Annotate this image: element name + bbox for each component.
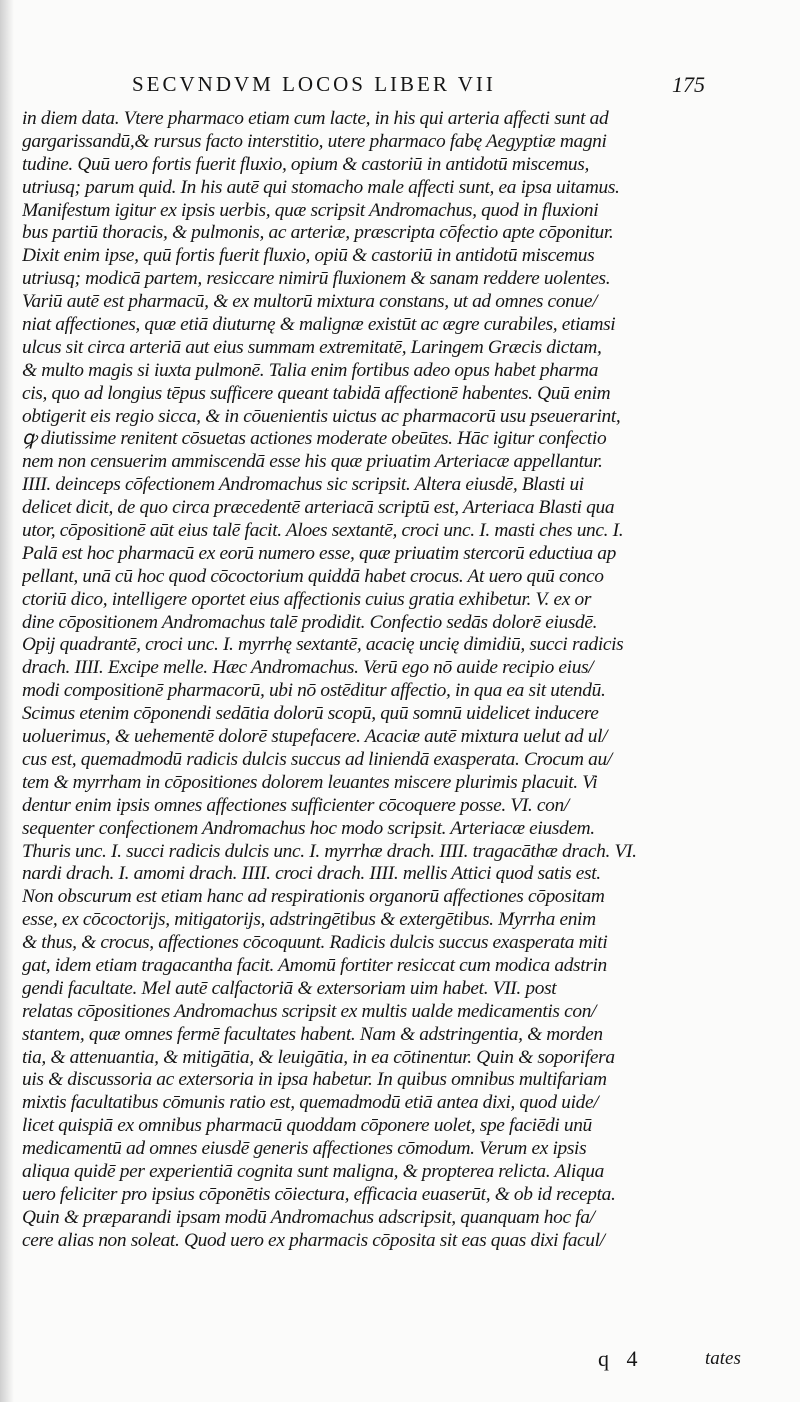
text-line: Scimus etenim cōponendi sedātia dolorū scopū, quū somnū uidelicet inducere: [22, 703, 599, 725]
text-line: sequenter confectionem Andromachus hoc modo scripsit. Arteriacæ eiusdem.: [22, 817, 595, 839]
text-line: uoluerimus, & uehementē dolorē stupefacere. Acaciæ autē mixtura uelut ad ul/: [22, 726, 608, 748]
text-line: modi compositionē pharmacorū, ubi nō ostēditur affectio, in qua ea sit utendū.: [22, 680, 606, 702]
text-line: medicamentū ad omnes eiusdē generis affectiones cōmodum. Verum ex ipsis: [22, 1138, 587, 1160]
text-line: dine cōpositionem Andromachus talē prodidit. Confectio sedās dolorē eiusdē.: [22, 611, 598, 633]
text-line: mixtis facultatibus cōmunis ratio est, quemadmodū etiā antea dixi, quod uide/: [22, 1092, 599, 1114]
text-line: Variū autē est pharmacū, & ex multorū mixtura constans, ut ad omnes conue/: [22, 291, 598, 313]
text-line: licet quispiā ex omnibus pharmacū quoddam cōponere uolet, spe faciēdi unū: [22, 1115, 592, 1137]
text-line: nem non censuerim ammiscendā esse his quæ priuatim Arteriacæ appellantur.: [22, 451, 603, 473]
body-text: [22, 108, 770, 1253]
text-line: utriusq; modicā partem, resiccare nimirū fluxionem & sanam reddere uolentes.: [22, 268, 611, 290]
text-line: drach. IIII. Excipe melle. Hæc Andromachus. Verū ego nō auide recipio eius/: [22, 657, 594, 679]
text-line: niat affectiones, quæ etiā diuturnę & malignæ existūt ac ægre curabiles, etiamsi: [22, 314, 616, 336]
text-line: IIII. deinceps cōfectionem Andromachus sic scripsit. Altera eiusdē, Blasti ui: [22, 474, 584, 496]
text-line: Quin & præparandi ipsam modū Andromachus adscripsit, quanquam hoc fa/: [22, 1206, 595, 1228]
text-line: obtigerit eis regio sicca, & in cōuenientis uictus ac pharmacorū usu pseuerarint,: [22, 405, 621, 427]
running-head: SECVNDVM LOCOS LIBER VII: [132, 72, 496, 96]
text-line: & thus, & crocus, affectiones cōcoquunt. Radicis dulcis succus exasperata miti: [22, 932, 608, 954]
text-line: dentur enim ipsis omnes affectiones sufficienter cōcoquere posse. VI. con/: [22, 794, 569, 816]
text-line: in diem data. Vtere pharmaco etiam cum lacte, in his qui arteria affecti sunt ad: [22, 108, 609, 129]
text-line: Palā est hoc pharmacū ex eorū numero esse, quæ priuatim stercorū eductiua ap: [22, 542, 616, 564]
text-line: utriusq; parum quid. In his autē qui stomacho male affecti sunt, ea ipsa uitamus.: [22, 176, 620, 198]
page-number: 175: [672, 72, 705, 97]
text-line: gat, idem etiam tragacantha facit. Amomū fortiter resiccat cum modica adstrin: [22, 954, 607, 976]
text-line: uero feliciter pro ipsius cōponētis cōiectura, efficacia euaserūt, & ob id recepta.: [22, 1183, 616, 1205]
text-line: gendi facultate. Mel autē calfactoriā & extersoriam uim habet. VII. post: [22, 977, 557, 999]
text-line: tem & myrrham in cōpositiones dolorem leuantes miscere plurimis placuit. Vi: [22, 771, 598, 793]
text-line: nardi drach. I. amomi drach. IIII. croci drach. IIII. mellis Attici quod satis est.: [22, 863, 601, 885]
text-line: uis & discussoria ac extersoria in ipsa habetur. In quibus omnibus multifariam: [22, 1069, 607, 1091]
text-line: gargarissandū,& rursus facto interstitio, utere pharmaco fabę Aegyptiæ magni: [22, 130, 607, 152]
catchword: tates: [705, 1348, 741, 1369]
text-line: ꝙ diutissime renitent cōsuetas actiones moderate obeūtes. Hāc igitur confectio: [22, 428, 607, 450]
signature-mark: q 4: [598, 1346, 644, 1371]
text-line: Manifestum igitur ex ipsis uerbis, quæ scripsit Andromachus, quod in fluxioni: [22, 199, 599, 221]
text-line: Opij quadrantē, croci unc. I. myrrhę sextantē, acacię uncię dimidiū, succi radicis: [22, 634, 624, 656]
text-line: tudine. Quū uero fortis fuerit fluxio, opium & castoriū in antidotū miscemus,: [22, 153, 589, 175]
text-line: delicet dicit, de quo circa præcedentē arteriacā scriptū est, Arteriaca Blasti qua: [22, 497, 615, 519]
text-line: cis, quo ad longius tēpus sufficere queant tabidā affectionē habentes. Quū enim: [22, 382, 611, 404]
text-line: esse, ex cōcoctorijs, mitigatorijs, adstringētibus & extergētibus. Myrrha enim: [22, 909, 596, 931]
text-line: ctoriū dico, intelligere oportet eius affectionis cuius gratia exhibetur. V. ex or: [22, 588, 592, 610]
text-line: cus est, quemadmodū radicis dulcis succus ad liniendā exasperata. Crocum au/: [22, 748, 612, 770]
text-line: Dixit enim ipse, quū fortis fuerit fluxio, opiū & castoriū in antidotū miscemus: [22, 245, 595, 267]
text-line: utor, cōpositionē aūt eius talē facit. Aloes sextantē, croci unc. I. masti ches unc. I.: [22, 520, 624, 542]
page-gutter-shadow: [0, 0, 14, 1402]
text-line: relatas cōpositiones Andromachus scripsit ex multis ualde medicamentis con/: [22, 1000, 597, 1022]
text-line: cere alias non soleat. Quod uero ex pharmacis cōposita sit eas quas dixi facul/: [22, 1229, 605, 1251]
text-line: & multo magis si iuxta pulmonē. Talia enim fortibus adeo opus habet pharma: [22, 359, 599, 381]
text-line: stantem, quæ omnes fermē facultates habent. Nam & adstringentia, & morden: [22, 1023, 603, 1045]
text-line: tia, & attenuantia, & mitigātia, & leuigātia, in ea cōtinentur. Quin & soporifera: [22, 1046, 615, 1068]
text-line: Non obscurum est etiam hanc ad respirationis organorū affectiones cōpositam: [22, 886, 605, 908]
text-line: Thuris unc. I. succi radicis dulcis unc. I. myrrhæ drach. IIII. tragacāthæ drach. VI.: [22, 840, 637, 862]
text-line: ulcus sit circa arteriā aut eius summam extremitatē, Laringem Græcis dictam,: [22, 336, 602, 358]
text-line: bus partiū thoracis, & pulmonis, ac arteriæ, præscripta cōfectio apte cōponitur.: [22, 222, 614, 244]
text-line: pellant, unā cū hoc quod cōcoctorium quiddā habet crocus. At uero quū conco: [22, 565, 604, 587]
text-line: aliqua quidē per experientiā cognita sunt maligna, & propterea relicta. Aliqua: [22, 1160, 604, 1182]
